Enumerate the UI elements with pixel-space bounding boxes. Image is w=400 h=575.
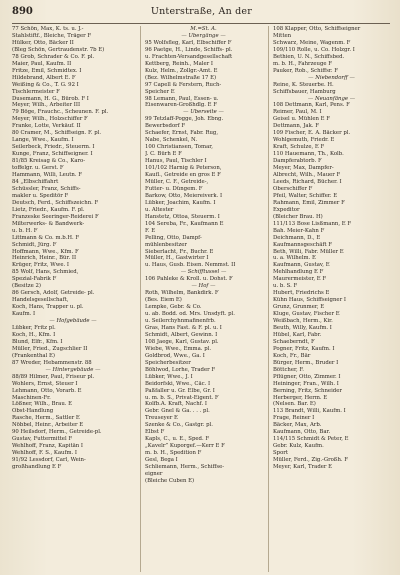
directory-entry-line: Handelsgesellschaft, [12,297,69,304]
directory-entry-line: 80 Cramer, M., Schiffseign. F. pl. [12,130,102,137]
directory-entry-line: Wiebe, Wwe., Emma. pl. [145,345,212,352]
directory-entry-line: Hammann, Willi, Leutn. F [12,172,82,179]
directory-entry-line: Berning, Fritz, Schneider [273,387,342,394]
directory-entry-line: Gesl, Bega I [145,457,178,464]
directory-entry-line: Grunz, Grunmer, E [273,304,325,311]
directory-entry-line: 99 Tetzlaff-Pogge, Joh. Ebng. [145,116,224,123]
directory-entry-line: Maier, Paul, Kaufm. II [12,60,72,67]
directory-entry-line: Müller, H., Gastwirter I [145,255,209,262]
directory-entry-line: Maurermeister, E F [273,276,327,283]
directory-entry-line: u. ab. Bodd. od. Mrs. Unsdyft. pl. [145,311,235,318]
directory-entry-line: Futter- u. Düngem. F [145,185,203,192]
directory-entry-line: — Hof — [191,283,216,290]
directory-entry-line: 90 Heilsdorf, Herm., Getreide-pl. [12,429,102,436]
directory-entry-line: Hülker, Otto, Bäcker II [12,39,74,46]
directory-entry-line: Kaufmannsgeschäft F [273,241,332,248]
directory-entry-line: 100 Christiansen, Tomar, [145,144,213,151]
directory-entry-line: Böttcher, F. [273,366,304,373]
directory-entry-line: 95 Wolfsfleg, Karl, Elbschiffer F [145,39,232,46]
directory-entry-line: Lößner, Wilh., Brau. E [12,401,73,408]
directory-entry-line: Beuth, Willy, Kaufm. I [273,324,332,331]
running-title: Unterstraße, An der [150,6,252,17]
directory-entry-line: Speicher E [145,88,175,95]
directory-entry-line: m. b. H., Spedition F [145,450,202,457]
directory-entry-line: Kolfb.A. Kraft, Nachf. I [145,401,207,408]
directory-entry-line: 114/115 Schmidt & Peter, E [273,436,349,443]
directory-entry-line: Rahmann, Emil, Zimmer F [273,199,345,206]
directory-entry-line: Schmidt, Albert, Gewinn. I [145,331,218,338]
directory-entry-line: (Frankenthal E) [12,352,55,359]
page-number: 890 [12,6,33,17]
directory-entry-line: Hanus, Paul, Tischler I [145,158,207,165]
directory-entry-line: Barkow, Otto, Meiereiverk. I [145,192,223,199]
directory-entry-line: Gras, Hans Fast. & F. pl. u. I [145,324,222,331]
directory-columns [12,26,390,572]
directory-entry-line: u. m. b. S., Privat-Eigent. F [145,394,219,401]
directory-entry-line: Franke, Lotte, Verkäuf. II [12,123,81,130]
directory-entry-line: Lietz, Friedr., Kaufm. F. pl. [12,206,85,213]
directory-entry-line: Müller, C. F., Getreide-, [145,178,209,185]
directory-entry-line: (Bleg Schön, Gertraudenstr. 7b E) [12,46,105,53]
directory-entry-line: (Besitze 2) [12,283,41,290]
directory-entry-line: (Bleicher Brau. H) [273,213,323,220]
directory-entry-line: Tischlermeister F [12,88,60,95]
directory-entry-line: Spezial-Fabrik F [12,276,57,283]
directory-entry-line: (Bez. Wilhelmstraße 17 E) [145,74,217,81]
directory-entry-line: Geisel u. Mühlen E F [273,116,330,123]
directory-entry-line: Pauker, Rob., Schiffsr. F [273,67,338,74]
directory-entry-line: Hübel, Karl, Fabr. [273,331,322,338]
directory-entry-line: m. b. H., Fahrzeuge F [273,60,332,67]
directory-entry-line: 109/110 Rolle, u. Co. Holzgr. I [273,46,355,53]
directory-entry-line: Lehmann, Otto, Vorarb. E [12,387,82,394]
directory-entry-line: Paßfaller u. Gr. Elbe, Gr. I [145,387,215,394]
directory-entry-line: Mitten [273,32,292,39]
directory-entry-line: „Kavelr” Kuporgef.—Kerr E F [145,443,225,450]
column-left [12,26,134,572]
directory-entry-line: Schaeberndt, F [273,338,315,345]
directory-entry-line: Müller, Fried., Zugschlier II [12,345,88,352]
directory-entry-line: Sport [273,450,289,457]
directory-entry-line: — Hintergebäude — [45,366,101,373]
directory-entry-line: Koch, Hans, Trapper u. pl. [12,304,84,311]
directory-entry-line: Obst-Handlung [12,408,54,415]
directory-entry-line: 111/113 Bose Lisßmann, E F [273,220,352,227]
directory-entry-line: Heinrich, Heinr., Bür. II [12,255,77,262]
directory-entry-line: 91/92 Lessdorf, Carl, Wein- [12,457,86,464]
directory-entry-line: Szenke & Co., Gastgr. pl. [145,422,213,429]
directory-entry-line: Meyer, Karl, Trader E [273,464,333,471]
directory-entry-line: Schwarz, Meine, Wagenm. F [273,39,351,46]
directory-entry-line: großhandlung E F [12,464,62,471]
directory-entry-line: Dusemann, H. G., Bürob. F I [12,95,89,102]
directory-entry-line: u. b. S. F [273,283,298,290]
directory-entry-line: Maschinen-Fr. [12,394,51,401]
column-middle [140,26,262,572]
directory-entry-line: Treuseyer E [145,415,178,422]
directory-entry-line: Wehlhoff, F. S., Kaufm. I [12,450,78,457]
directory-entry-line: Lempke, Gebr. & Co. [145,304,202,311]
directory-entry-line: eigner [145,471,163,477]
directory-entry-line: Pflügner, Otto, Zimmer. I [273,373,341,380]
directory-entry-line: — Übergänge — [181,32,226,39]
directory-entry-line: Meyer, Max, Dampfer- [273,165,334,172]
directory-entry-line: 108 Jaege, Karl, Gustav. pl. [145,338,219,345]
directory-entry-line: Kaufmann, Gustav, E [273,262,330,269]
directory-entry-line: u. Ältester [145,206,174,213]
directory-entry-line: 104 Sereba, Fr., Kaufmann E [145,220,224,227]
directory-entry-line: 98 Lemann, Paul, Essen- u. [145,95,219,102]
directory-entry-line: Fritze, Emil, Schmidtex. I [12,67,82,74]
directory-entry-line: makler u. Speditör F [12,192,69,199]
directory-entry-line: — Hofgebäude — [49,318,97,325]
directory-entry-line: Bürger, Herm., Bruder I [273,359,339,366]
directory-entry-line: mühlenbesitzer [145,241,187,248]
directory-entry-line: u. Haus, Gusb. Eisen. Nemmst. II [145,262,236,269]
directory-entry-line: Pfeil, Walter, Schiffer. E [273,192,338,199]
directory-entry-line: Reine, K. Steuerbe. H. [273,81,334,88]
directory-entry-line: 88/89 Hilmer, Paul, Friseur pl. [12,373,95,380]
directory-entry-line: Lange, Wwe., Kaufm. I [12,137,74,144]
directory-entry-line: Gebr. Kulz, Kaufm. [273,443,324,450]
directory-entry-line: 101/102 Harnig & Peterson, [145,165,222,172]
directory-entry-line: Schmidt, Jürg. F [12,241,57,248]
directory-entry-line: Sieberlacht, Fr., Buchr. E [145,248,214,255]
directory-entry-line: Schaefer, Ernst, Fabr. Rug, [145,130,219,137]
directory-entry-line: 97 Capell & Ferstern, Ruch- [145,81,222,88]
directory-entry-line: J. C. Bürh E F [145,151,182,158]
directory-entry-line: Nabe, Schenkel, N. [145,137,198,144]
directory-entry-line: Goldbrod, Wwe., Ga. I [145,352,205,359]
directory-entry-line: Heininger, Fran., Wilh. I [273,380,339,387]
directory-entry-line: Beth, Willi, Fabr. Müller E [273,248,344,255]
directory-entry-line: 77 Schön, Max, K. ts. u. J.- [12,26,84,32]
directory-entry-line: M.=St. A. [190,26,217,32]
directory-entry-line: Deichmann, D., E [273,234,321,241]
directory-entry-line: Bethien, U. N., Schiffsbed. [273,53,345,60]
directory-entry-line: 109 Fischer, E. A. Bäcker pl. [273,130,351,137]
directory-entry-line: u. Seilerchyhnmafinenfrb. [145,318,216,325]
directory-entry-line: F. E [145,227,156,234]
directory-entry-line: 113 Brandt, Willi, Kaufm. I [273,408,346,415]
directory-entry-line: Hubert, Friedrichs E [273,290,330,297]
directory-entry-line: Dampferabtorb. F [273,158,322,165]
directory-entry-line: Böhlwod, Lorhe, Trader F [145,366,216,373]
directory-entry-line: Herberger, Herm. E [273,394,328,401]
directory-entry-line: Pogner, Fritz, Kaufm. I [273,345,335,352]
directory-entry-line: Littmann & Co. m.b.H. F [12,234,80,241]
directory-entry-line: Franzeske Seeringer-Reiderei F [12,213,99,220]
directory-entry-line: 108 Dettmann, Karl, Pens. F [273,102,350,109]
directory-entry-line: toffelgr. u. Gerst. F [12,165,64,172]
page-header [12,6,390,24]
directory-entry-line: Speicherbesitzer [145,359,191,366]
directory-entry-line: 79 Böge, Frauchc., Scheunen. F. pl. [12,109,109,116]
directory-entry-line: 84 „Elbschiffahrt [12,178,59,185]
directory-entry-line: Lübker, Wwe., J. I [145,373,193,380]
directory-entry-line: Reimer, Paul, M. I [273,109,322,116]
directory-entry-line: Krüger, Fritz, Wwe. I [12,262,70,269]
directory-entry-line: Wohlers, Ernst, Steuer I [12,380,78,387]
directory-entry-line: Hanstetz, Ottoa, Steuerm. I [145,213,220,220]
directory-entry-line: Kunge, Franz, Schiffseigner. I [12,151,93,158]
directory-entry-line: 78 Grob, Schrader & Co. F. pl. [12,53,95,60]
directory-entry-line: Frage, Reiner I [273,415,315,422]
directory-entry-line: u. Frachten-Versandgesellschaft [145,53,233,60]
directory-entry-line: Schliemann, Herm., Schiffse- [145,464,225,471]
directory-entry-line: Kluge, Gustav, Fischer E [273,311,340,318]
directory-entry-line: u. a. Wilhelm. E [273,255,316,262]
directory-entry-line: Lübker, Joachim, Kaufm. I [145,199,216,206]
directory-entry-line: 106 Pahleke & Kroll. u. Dohst. F [145,276,233,283]
directory-entry-line: Kaufl., Getreide en gros E F [145,172,221,179]
directory-entry-line: Leeds, Richard, Bücher. I [273,178,342,185]
directory-entry-line: Koch, H., Kfm. I [12,331,56,338]
directory-entry-line: Bewerbsdorf F [145,123,186,130]
directory-entry-line: 110 Hauemann, Th., Kolb. [273,151,344,158]
directory-entry-line: Elbst F [145,429,165,436]
directory-entry-line: Meyer, Wilh., Holzschiffer F [12,116,88,123]
directory-entry-line: 85 Wolf, Hans, Schmied, [12,269,79,276]
directory-entry-line: Eisenwaren-Großhdlg. E F [145,102,217,109]
directory-entry-line: Oberschiffer F [273,185,313,192]
directory-entry-line: Kühn Haus, Schiffseigner I [273,297,346,304]
directory-entry-line: u. b. H. F [12,227,38,234]
directory-entry-line: Schüssler, Franz, Schiffs- [12,185,81,192]
directory-entry-line: 96 Paetge, H., Linde, Schiffs- pl. [145,46,233,53]
directory-entry-line: (Bes. Eiem E) [145,297,182,304]
directory-entry-line: Hoffmann, Wwe., Kfm. F [12,248,79,255]
directory-entry-line: — Niebendorff — [308,74,355,81]
directory-entry-line: 87 Wreder, Hebammenstr. 88 [12,359,92,366]
directory-entry-line: Albrecht, Wilh., Mauer F [273,172,341,179]
directory-entry-line: — Überseite — [183,109,224,116]
directory-entry-line: Stahlstiftf., Bleiche, Träger F [12,32,92,39]
directory-entry-line: Wohlgemuth, Friedr. E [273,137,335,144]
directory-entry-line: — Neuanfänge — [307,95,356,102]
directory-entry-line: Roth, Wilhelm, Bankdirk. F [145,290,219,297]
directory-entry-line: Gustav, Futtermittel F [12,436,73,443]
directory-entry-line: Schiffsbauer, Hamburg [273,88,336,95]
directory-entry-line: 81/85 Kreisag & Co., Karo- [12,158,86,165]
directory-entry-line: Dettmann, Jak. F [273,123,319,130]
directory-entry-line: (Nelsen. Bar. E) [273,401,316,408]
directory-entry-line: Kettberg, Reinh., Maler I [145,60,214,67]
directory-entry-line: Kapls, C., u. E., Sped. F [145,436,210,443]
directory-entry-line: Koch, Fr., Bär [273,352,311,359]
directory-entry-line: Weißing & Co., T. G. 92 I [12,81,79,88]
directory-entry-line: Kraft, Schulze, E F [273,144,325,151]
directory-entry-line: (Bleiche Cuben E) [145,477,195,484]
directory-entry-line: Seilerbeck, Friedr., Steuerm. I [12,144,95,151]
directory-entry-line: 108 Klapper, Otto, Schiffseigner [273,26,361,32]
directory-entry-line: Gebr. Gnel & Ga. . . . pl. [145,408,210,415]
directory-entry-line: Rasche, Herm., Sattler E [12,415,80,422]
directory-entry-line: — Schifftussel — [180,269,227,276]
directory-entry-line: Bäcker, Max, Arb. [273,422,322,429]
directory-entry-line: Beidorfski, Wwe., Cäc. I [145,380,211,387]
directory-entry-line: Kulz, Helm., Zollgr.-Amt. E [145,67,218,74]
directory-entry-line: Nöbbel, Heinr., Arbeiter E [12,422,84,429]
directory-entry-line: Pelling, Otto, Dampf- [145,234,202,241]
directory-entry-line: Weißbach, Herm., Kir. [273,318,333,325]
column-right [268,26,390,572]
directory-entry-line: Hildebrand, Albert E. F [12,74,76,81]
directory-entry-line: Blund, Elfr., Kfm. I [12,338,63,345]
directory-entry-line: Kaufmann, Otto, Bar. [273,429,331,436]
directory-entry-line: Müller, Ferd., Zig.-Großh. F [273,457,349,464]
directory-entry-line: Expeditor [273,206,300,213]
directory-entry-line: Milterwerks- & Bandwerk- [12,220,85,227]
directory-entry-line: Mehlhandlung E F [273,269,324,276]
directory-entry-line: Bah. Meier-Kahn F [273,227,325,234]
directory-entry-line: Kaufm. I [12,311,36,318]
directory-entry-line: Wehlhoff, Franz, Kapitän I [12,443,84,450]
directory-entry-line: Deutsch, Ferd., Schiffszeichn. F [12,199,99,206]
directory-entry-line: 86 Gersch, Adolf, Getreide- pl. [12,290,95,297]
directory-entry-line: Meyer, Wilh., Arbeiter III [12,102,81,109]
directory-entry-line: Lübker, Fritz pl. [12,324,56,331]
